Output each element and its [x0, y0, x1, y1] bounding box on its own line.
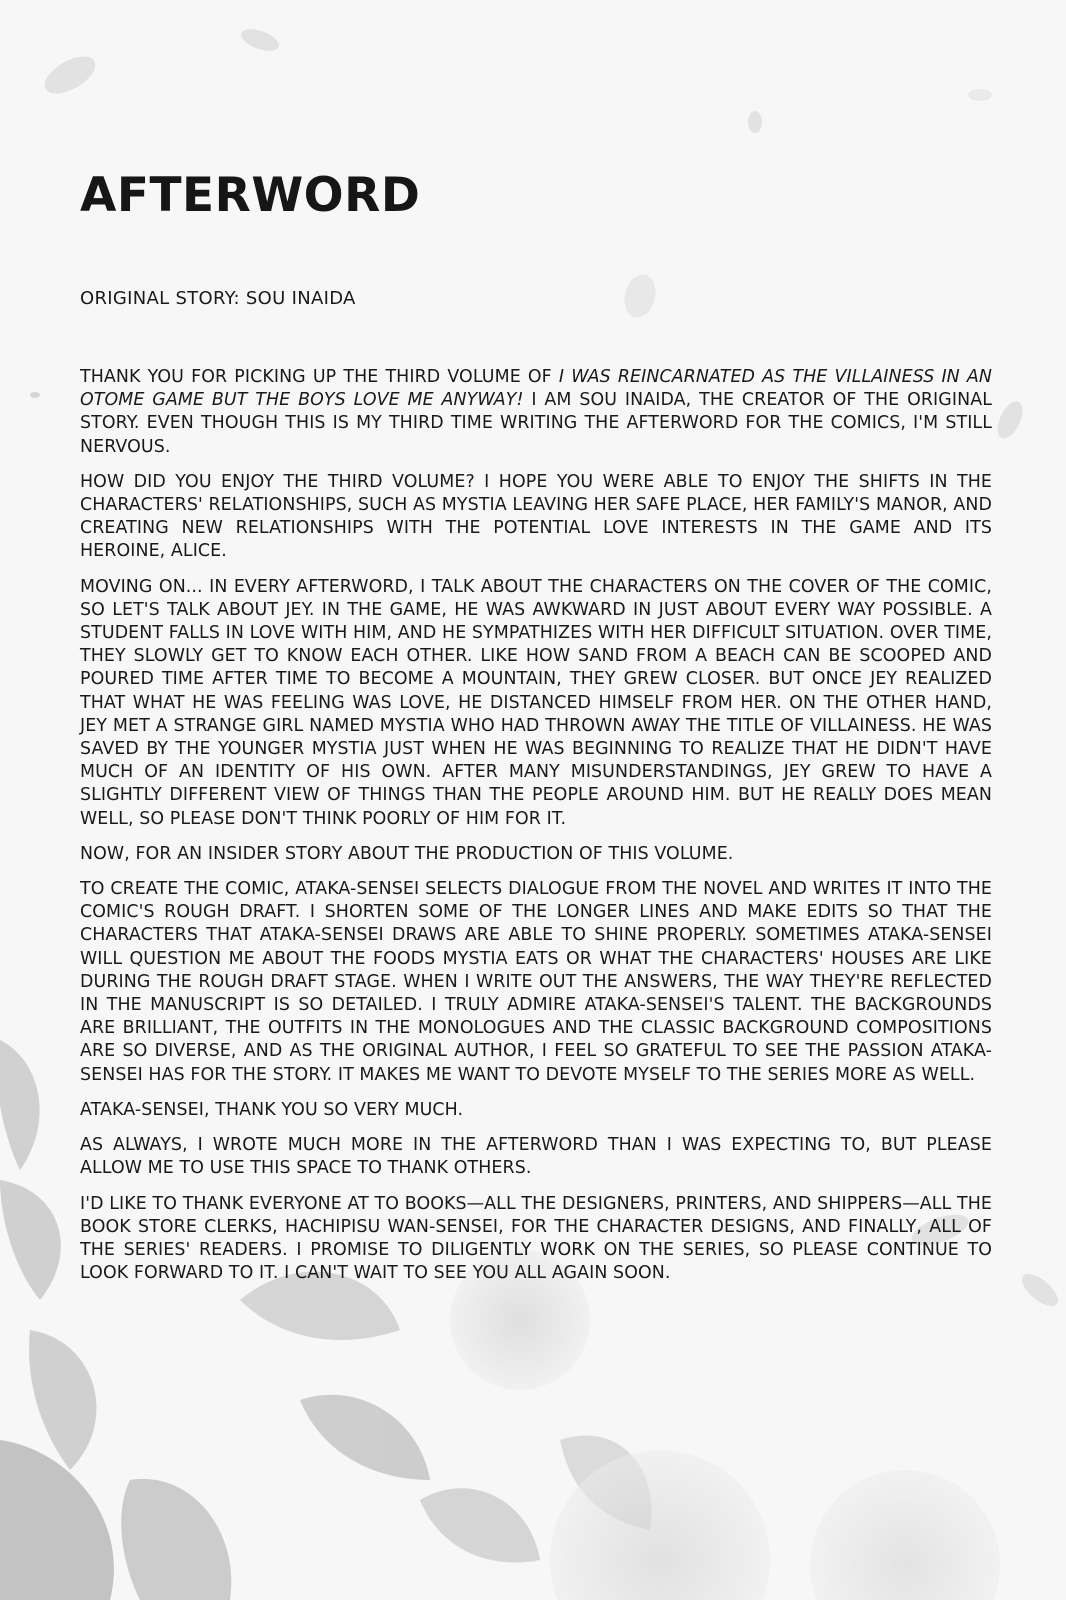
paragraph-6: ATAKA-SENSEI, THANK YOU SO VERY MUCH.: [80, 1099, 464, 1120]
paragraph-7: AS ALWAYS, I WROTE MUCH MORE IN THE AFTERWORD THAN I WAS EXPECTING TO, BUT PLEASE ALLOW ME TO USE THIS SPACE TO THANK OTHERS.: [80, 1135, 992, 1179]
paragraph-1: [80, 366, 992, 459]
paragraph-4: NOW, FOR AN INSIDER STORY ABOUT THE PRODUCTION OF THIS VOLUME.: [80, 843, 734, 864]
paragraph-5: TO CREATE THE COMIC, ATAKA-SENSEI SELECTS DIALOGUE FROM THE NOVEL AND WRITES IT INTO THE COMIC'S ROUGH DRAFT. I SHORTEN SOME OF THE LONGER LINES AND MAKE EDITS SO THAT THE CHARACTERS THAT ATAKA-SENSEI DRAWS ARE ABLE TO SHINE PROPERLY. SOMETIMES ATAKA-SENSEI WILL QUESTION ME ABOUT THE FOODS MYSTIA EATS OR WHAT THE CHARACTERS' HOUSES ARE LIKE DURING THE ROUGH DRAFT STAGE. WHEN I WRITE OUT THE ANSWERS, THE WAY THEY'RE REFLECTED IN THE MANUSCRIPT IS SO DETAILED. I TRULY ADMIRE ATAKA-SENSEI'S TALENT. THE BACKGROUNDS ARE BRILLIANT, THE OUTFITS IN THE MONOLOGUES AND THE CLASSIC BACKGROUND COMPOSITIONS ARE SO DIVERSE, AND AS THE ORIGINAL AUTHOR, I FEEL SO GRATEFUL TO SEE THE PASSION ATAKA-SENSEI HAS FOR THE STORY. IT MAKES ME WANT TO DEVOTE MYSELF TO THE SERIES MORE AS WELL.: [80, 879, 992, 1085]
paragraph-3: MOVING ON... IN EVERY AFTERWORD, I TALK ABOUT THE CHARACTERS ON THE COVER OF THE COMIC, SO LET'S TALK ABOUT JEY. IN THE GAME, HE WAS AWKWARD IN JUST ABOUT EVERY WAY POSSIBLE. A STUDENT FALLS IN LOVE WITH HIM, AND HE SYMPATHIZES WITH HER DIFFICULT SITUATION. OVER TIME, THEY SLOWLY GET TO KNOW EACH OTHER. LIKE HOW SAND FROM A BEACH CAN BE SCOOPED AND POURED TIME AFTER TIME TO BECOME A MOUNTAIN, THEY GREW CLOSER. BUT ONCE JEY REALIZED THAT WHAT HE WAS FEELING WAS LOVE, HE DISTANCED HIMSELF FROM HER. ON THE OTHER HAND, JEY MET A STRANGE GIRL NAMED MYSTIA WHO HAD THROWN AWAY THE TITLE OF VILLAINESS. HE WAS SAVED BY THE YOUNGER MYSTIA JUST WHEN HE WAS BEGINNING TO REALIZE THAT HE DIDN'T HAVE MUCH OF AN IDENTITY OF HIS OWN. AFTER MANY MISUNDERSTANDINGS, JEY GREW TO HAVE A SLIGHTLY DIFFERENT VIEW OF THINGS THAN THE PEOPLE AROUND HIM. BUT HE REALLY DOES MEAN WELL, SO PLEASE DON'T THINK POORLY OF HIM FOR IT.: [80, 576, 992, 829]
author-credit: ORIGINAL STORY: SOU INAIDA: [80, 288, 356, 309]
paragraph-8: I'D LIKE TO THANK EVERYONE AT TO BOOKS—ALL THE DESIGNERS, PRINTERS, AND SHIPPERS—ALL THE BOOK STORE CLERKS, HACHIPISU WAN-SENSEI, FOR THE CHARACTER DESIGNS, AND FINALLY, ALL OF THE SERIES' READERS. I PROMISE TO DILIGENTLY WORK ON THE SERIES, SO PLEASE CONTINUE TO LOOK FORWARD TO IT. I CAN'T WAIT TO SEE YOU ALL AGAIN SOON.: [80, 1193, 992, 1284]
series-title: I WAS REINCARNATED AS THE VILLAINESS IN AN OTOME GAME BUT THE BOYS LOVE ME ANYWAY!: [80, 367, 992, 411]
paragraph-1-rest: I AM SOU INAIDA, THE CREATOR OF THE ORIGINAL STORY. EVEN THOUGH THIS IS MY THIRD TIME WRITING THE AFTERWORD FOR THE COMICS, I'M STILL NERVOUS.: [80, 390, 992, 457]
paragraph-2: HOW DID YOU ENJOY THE THIRD VOLUME? I HOPE YOU WERE ABLE TO ENJOY THE SHIFTS IN THE CHARACTERS' RELATIONSHIPS, SUCH AS MYSTIA LEAVING HER SAFE PLACE, HER FAMILY'S MANOR, AND CREATING NEW RELATIONSHIPS WITH THE POTENTIAL LOVE INTERESTS IN THE GAME AND ITS HEROINE, ALICE.: [80, 471, 992, 562]
paragraph-1-intro: THANK YOU FOR PICKING UP THE THIRD VOLUME OF: [80, 367, 559, 387]
afterword-body: [80, 366, 992, 1297]
page-title: AFTERWORD: [80, 168, 421, 223]
